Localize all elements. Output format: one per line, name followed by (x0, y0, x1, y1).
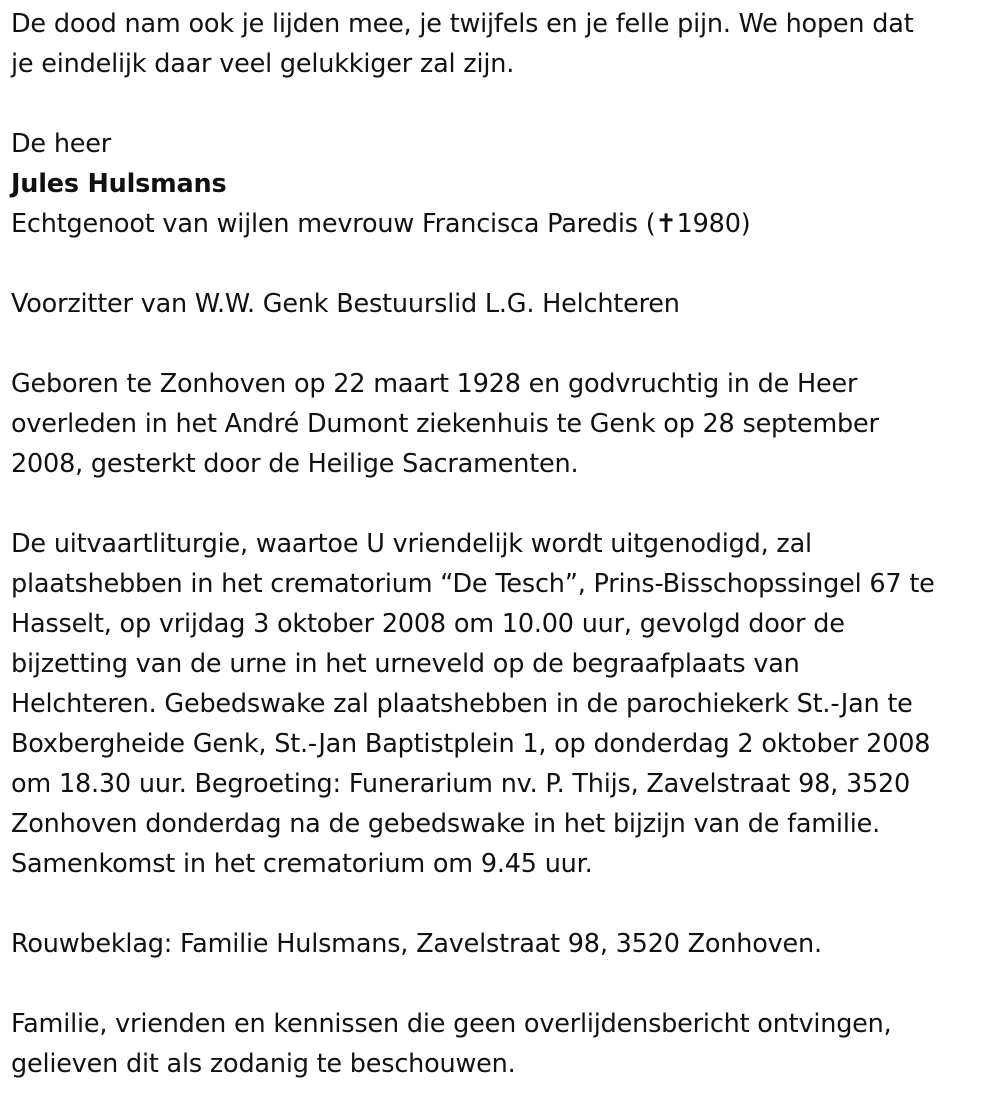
condolences-line: Rouwbeklag: Familie Hulsmans, Zavelstraat 98, 3520 Zonhoven. (11, 929, 822, 959)
spacer (11, 324, 996, 364)
deceased-name: Jules Hulsmans (11, 169, 227, 199)
funeral-paragraph: De uitvaartliturgie, waartoe U vriendelijk wordt uitgenodigd, zal plaatshebben in het crematorium “De Tesch”, Prins-Bisschopssingel 67 te Hasselt, op vrijdag 3 oktober 2008 om 10.00 uur, gevolgd door de bijzetting van de urne in het urneveld op de begraafplaats van Helchteren. Gebedswake zal plaatshebben in de parochiekerk St.-Jan te Boxbergheide Genk, St.-Jan Baptistplein 1, op donderdag 2 oktober 2008 om 18.30 uur. Begroeting: Funerarium nv. P. Thijs, Zavelstraat 98, 3520 Zonhoven donderdag na de gebedswake in het bijzijn van de familie. Samenkomst in het crematorium om 9.45 uur. (11, 529, 935, 879)
obituary-text (11, 4, 996, 1084)
spacer (11, 964, 996, 1004)
intro-verse: De dood nam ook je lijden mee, je twijfels en je felle pijn. We hopen dat je eindelijk daar veel gelukkiger zal zijn. (11, 9, 914, 79)
spacer (11, 884, 996, 924)
spacer (11, 84, 996, 124)
roles-line: Voorzitter van W.W. Genk Bestuurslid L.G. Helchteren (11, 289, 680, 319)
honorific: De heer (11, 129, 112, 159)
spacer (11, 484, 996, 524)
birth-death-paragraph: Geboren te Zonhoven op 22 maart 1928 en godvruchtig in de Heer overleden in het André Dumont ziekenhuis te Genk op 28 september 2008, gesterkt door de Heilige Sacramenten. (11, 369, 879, 479)
closing-paragraph: Familie, vrienden en kennissen die geen overlijdensbericht ontvingen, gelieven dit als zodanig te beschouwen. (11, 1009, 892, 1079)
spacer (11, 244, 996, 284)
spouse-line: Echtgenoot van wijlen mevrouw Francisca Paredis (✝1980) (11, 209, 751, 239)
